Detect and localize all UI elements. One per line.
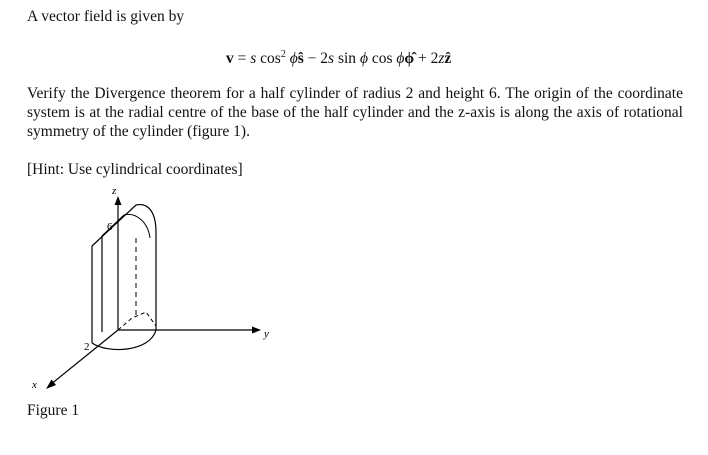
problem-paragraph: Verify the Divergence theorem for a half cylinder of radius 2 and height 6. The origin of the coordinate system is at the radial centre of the base of the half cylinder and the z-axis is along the axis of rotational symmetry of the cylinder (figure 1). (27, 85, 683, 140)
eq-equals: = (233, 50, 251, 68)
eq-cos2: cos (367, 50, 397, 68)
x-axis (50, 330, 118, 385)
eq-phi3: ϕ (396, 50, 405, 68)
eq-s: s (250, 50, 257, 68)
radius-label: 2 (84, 341, 90, 353)
half-cylinder-figure (0, 180, 300, 420)
eq-square: 2 (280, 49, 286, 60)
eq-phi-hat: ϕ̂ (404, 50, 415, 68)
eq-v: v (226, 50, 234, 68)
eq-sin: sin (334, 50, 360, 68)
eq-z-hat: ẑ (444, 50, 452, 68)
z-axis-arrow (115, 196, 122, 205)
z-axis-label: z (112, 185, 117, 197)
figure-caption: Figure 1 (27, 402, 80, 419)
x-axis-label: x (32, 379, 37, 391)
eq-cos: cos (256, 50, 281, 68)
eq-s-hat: ŝ (297, 50, 304, 68)
height-label: 6 (107, 221, 113, 233)
eq-phi2: ϕ (359, 50, 368, 68)
eq-minus: − 2 (303, 50, 329, 68)
y-axis-arrow (252, 327, 261, 334)
hidden-edge-base (118, 312, 156, 330)
eq-s2: s (328, 50, 335, 68)
cylinder-top-inner-edge (102, 215, 124, 236)
vector-field-equation (226, 45, 451, 68)
hint-text: [Hint: Use cylindrical coordinates] (27, 161, 243, 178)
eq-plus: + 2 (414, 50, 439, 68)
cylinder-top-arc (136, 205, 156, 238)
intro-text: A vector field is given by (27, 8, 185, 25)
eq-z: z (438, 50, 445, 68)
cylinder-top-arc-inner (124, 214, 150, 238)
cylinder-base-arc (92, 330, 156, 350)
cylinder-top-flat-edge (92, 205, 136, 246)
eq-phi: ϕ (285, 50, 298, 68)
y-axis-label: y (264, 328, 269, 340)
